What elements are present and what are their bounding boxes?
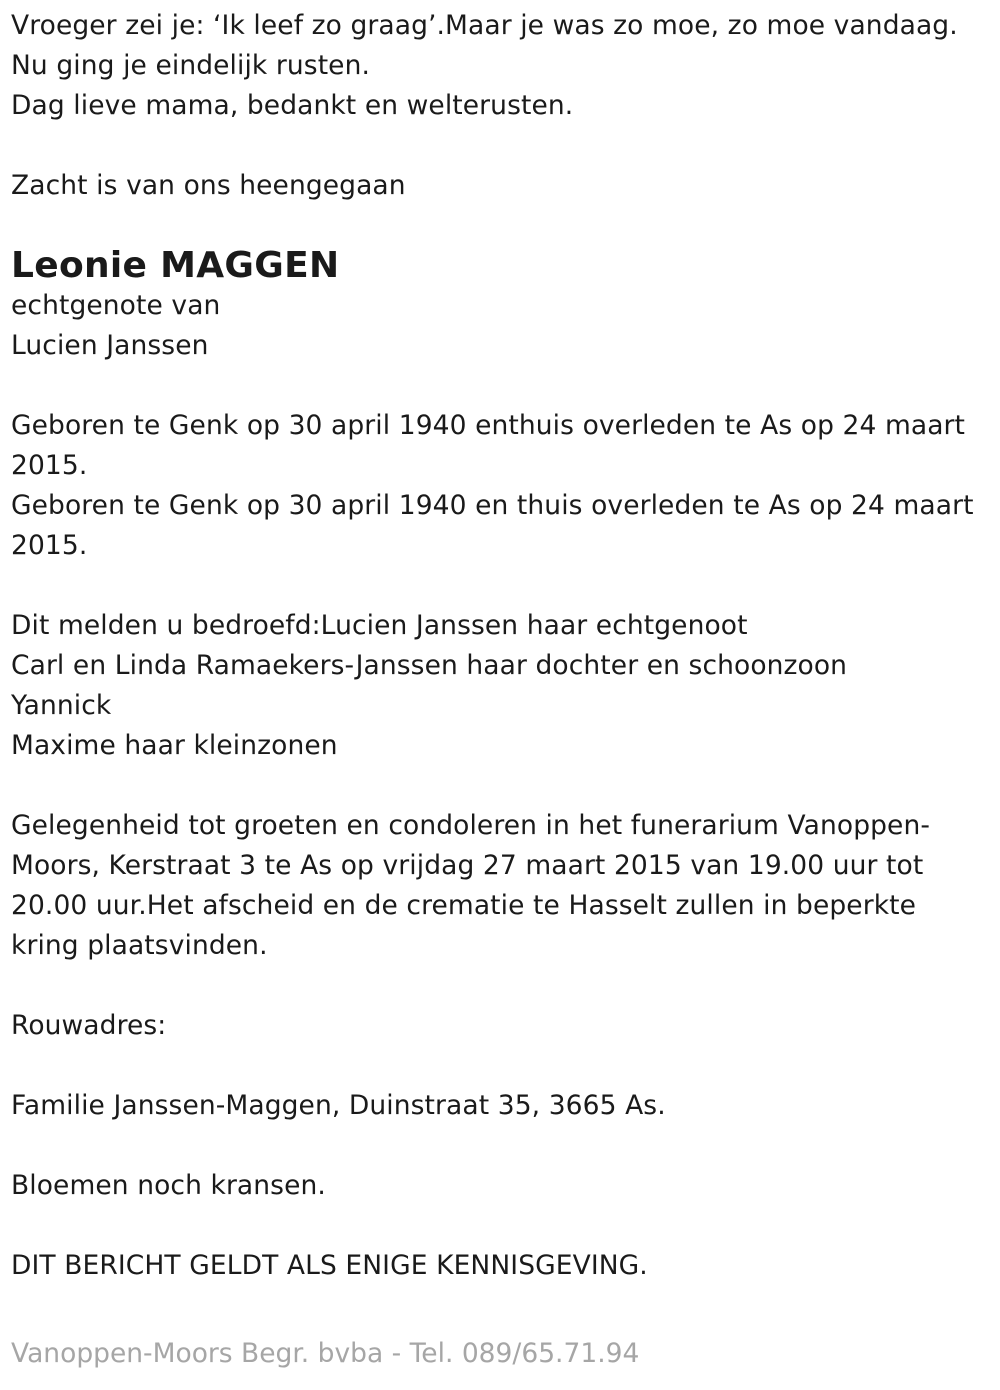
address-label: Rouwadres: <box>11 1010 167 1041</box>
spacer <box>11 1126 986 1166</box>
notice-text: DIT BERICHT GELDT ALS ENIGE KENNISGEVING. <box>11 1250 648 1281</box>
mourning-address: Familie Janssen-Maggen, Duinstraat 35, 3665 As. <box>11 1090 666 1121</box>
intro-text: Zacht is van ons heengegaan <box>11 170 406 201</box>
birth-death-text: Geboren te Genk op 30 april 1940 en thuis overleden te As op 24 maart 2015. <box>11 490 974 561</box>
funeral-home-footer: Vanoppen-Moors Begr. bvba - Tel. 089/65.71.94 <box>11 1338 640 1369</box>
visitation-text: Gelegenheid tot groeten en condoleren in het funerarium Vanoppen-Moors, Kerstraat 3 te As op vrijdag 27 maart 2015 van 19.00 uur tot 20.00 uur.Het afscheid en de crematie te Hasselt zullen in beperkte kring plaatsvinden. <box>11 810 931 961</box>
family-line: Yannick <box>11 690 112 721</box>
spacer <box>11 766 986 806</box>
relation-text: echtgenote van <box>11 290 221 321</box>
poem-line: Dag lieve mama, bedankt en welterusten. <box>11 90 574 121</box>
deceased-name: Leonie MAGGEN <box>11 245 340 286</box>
poem-line: Nu ging je eindelijk rusten. <box>11 50 371 81</box>
flowers-text: Bloemen noch kransen. <box>11 1170 326 1201</box>
obituary-notice <box>11 6 986 1286</box>
spacer <box>11 966 986 1006</box>
spacer <box>11 566 986 606</box>
spacer <box>11 206 986 246</box>
spacer <box>11 1206 986 1246</box>
poem-line: Vroeger zei je: ‘Ik leef zo graag’.Maar je was zo moe, zo moe vandaag. <box>11 10 958 41</box>
family-line: Carl en Linda Ramaekers-Janssen haar dochter en schoonzoon <box>11 650 848 681</box>
spouse-name: Lucien Janssen <box>11 330 209 361</box>
birth-death-text: Geboren te Genk op 30 april 1940 enthuis overleden te As op 24 maart 2015. <box>11 410 966 481</box>
spacer <box>11 1046 986 1086</box>
spacer <box>11 366 986 406</box>
family-line: Maxime haar kleinzonen <box>11 730 338 761</box>
spacer <box>11 126 986 166</box>
family-line: Dit melden u bedroefd:Lucien Janssen haar echtgenoot <box>11 610 748 641</box>
